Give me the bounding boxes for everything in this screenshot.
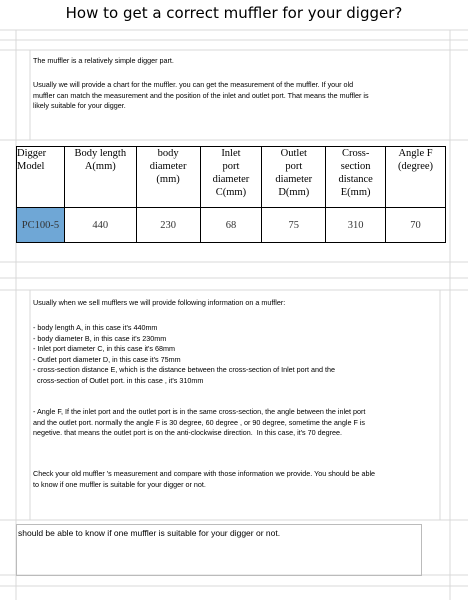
paragraph-line: and the outlet port. normally the angle F is 30 degree, 60 degree , or 90 degree, sometime the angle F is — [33, 417, 366, 427]
list-item: - Outlet port diameter D, in this case it's 75mm — [33, 354, 181, 364]
header-line: section — [340, 161, 371, 172]
header-line: Inlet — [221, 148, 241, 159]
paragraph-line: to know if one muffler is suitable for your digger or not. — [33, 479, 206, 489]
bottom-text: should be able to know if one muffler is suitable for your digger or not. — [18, 528, 281, 538]
header-line: diameter — [149, 161, 187, 172]
header-line: D(mm) — [278, 187, 310, 198]
header-line: E(mm) — [340, 187, 371, 198]
header-line: Angle F — [398, 148, 433, 159]
header-line: Outlet — [280, 148, 307, 159]
header-inlet-diameter — [200, 147, 262, 208]
cell-angle[interactable]: 70 — [386, 208, 446, 243]
cell-body-diameter[interactable]: 230 — [136, 208, 200, 243]
cell-outlet-diameter[interactable]: 75 — [262, 208, 326, 243]
check-paragraph — [33, 469, 375, 490]
header-line: Cross- — [341, 148, 370, 159]
header-line: (degree) — [398, 161, 434, 172]
header-line: Digger — [17, 148, 47, 159]
table-header-row — [17, 147, 446, 208]
table-row — [17, 208, 446, 243]
list-item: - body length A, in this case it's 440mm — [33, 323, 158, 332]
list-item: cross-section of Outlet port. in this case , it's 310mm — [33, 375, 204, 385]
paragraph-line: - Angle F, If the inlet port and the outlet port is in the same cross-section, the angle between the inlet port — [33, 407, 366, 416]
cell-model[interactable]: PC100-5 — [17, 208, 65, 243]
intro-paragraph — [33, 80, 369, 112]
header-line: Model — [17, 161, 45, 172]
header-line: (mm) — [156, 174, 180, 185]
angle-paragraph — [33, 407, 365, 439]
intro-line: Usually we will provide a chart for the muffler. you can get the measurement of the muffler. If your old — [33, 80, 354, 89]
paragraph-line: negetive. that means the outlet port is on the anti-clockwise direction. In this case, it's 70 degree. — [33, 428, 343, 437]
header-line: distance — [338, 174, 373, 185]
header-digger-model — [17, 147, 65, 208]
header-outlet-diameter — [262, 147, 326, 208]
header-angle — [386, 147, 446, 208]
header-line: diameter — [212, 174, 250, 185]
muffler-chart-table — [16, 146, 446, 243]
intro-line: likely suitable for your digger. — [33, 101, 126, 110]
cell-body-length[interactable]: 440 — [64, 208, 136, 243]
header-body-diameter — [136, 147, 200, 208]
intro-sentence: The muffler is a relatively simple digger part. — [33, 56, 174, 65]
page-title: How to get a correct muffler for your digger? — [65, 4, 403, 22]
header-line: C(mm) — [215, 187, 247, 198]
header-line: port — [285, 161, 303, 172]
header-line: body — [157, 148, 179, 159]
header-cross-section — [326, 147, 386, 208]
header-line: A(mm) — [84, 161, 116, 172]
header-line: Body length — [74, 148, 127, 159]
info-list — [33, 323, 335, 386]
paragraph-line: Check your old muffler 's measurement and compare with those information we provide. You should be able — [33, 469, 376, 478]
cell-cross-section[interactable]: 310 — [326, 208, 386, 243]
cell-inlet-diameter[interactable]: 68 — [200, 208, 262, 243]
header-line: diameter — [275, 174, 313, 185]
list-item: - body diameter B, in this case it's 230mm — [33, 333, 167, 343]
info-intro: Usually when we sell mufflers we will provide following information on a muffler: — [33, 298, 286, 307]
list-item: - Inlet port diameter C, in this case it's 68mm — [33, 344, 175, 353]
header-body-length — [64, 147, 136, 208]
header-line: port — [222, 161, 240, 172]
intro-line: muffler can match the measurement and the position of the inlet and outlet port. That means the muffler is — [33, 90, 369, 100]
list-item: - cross-section distance E, which is the distance between the cross-section of Inlet port and the — [33, 365, 336, 374]
